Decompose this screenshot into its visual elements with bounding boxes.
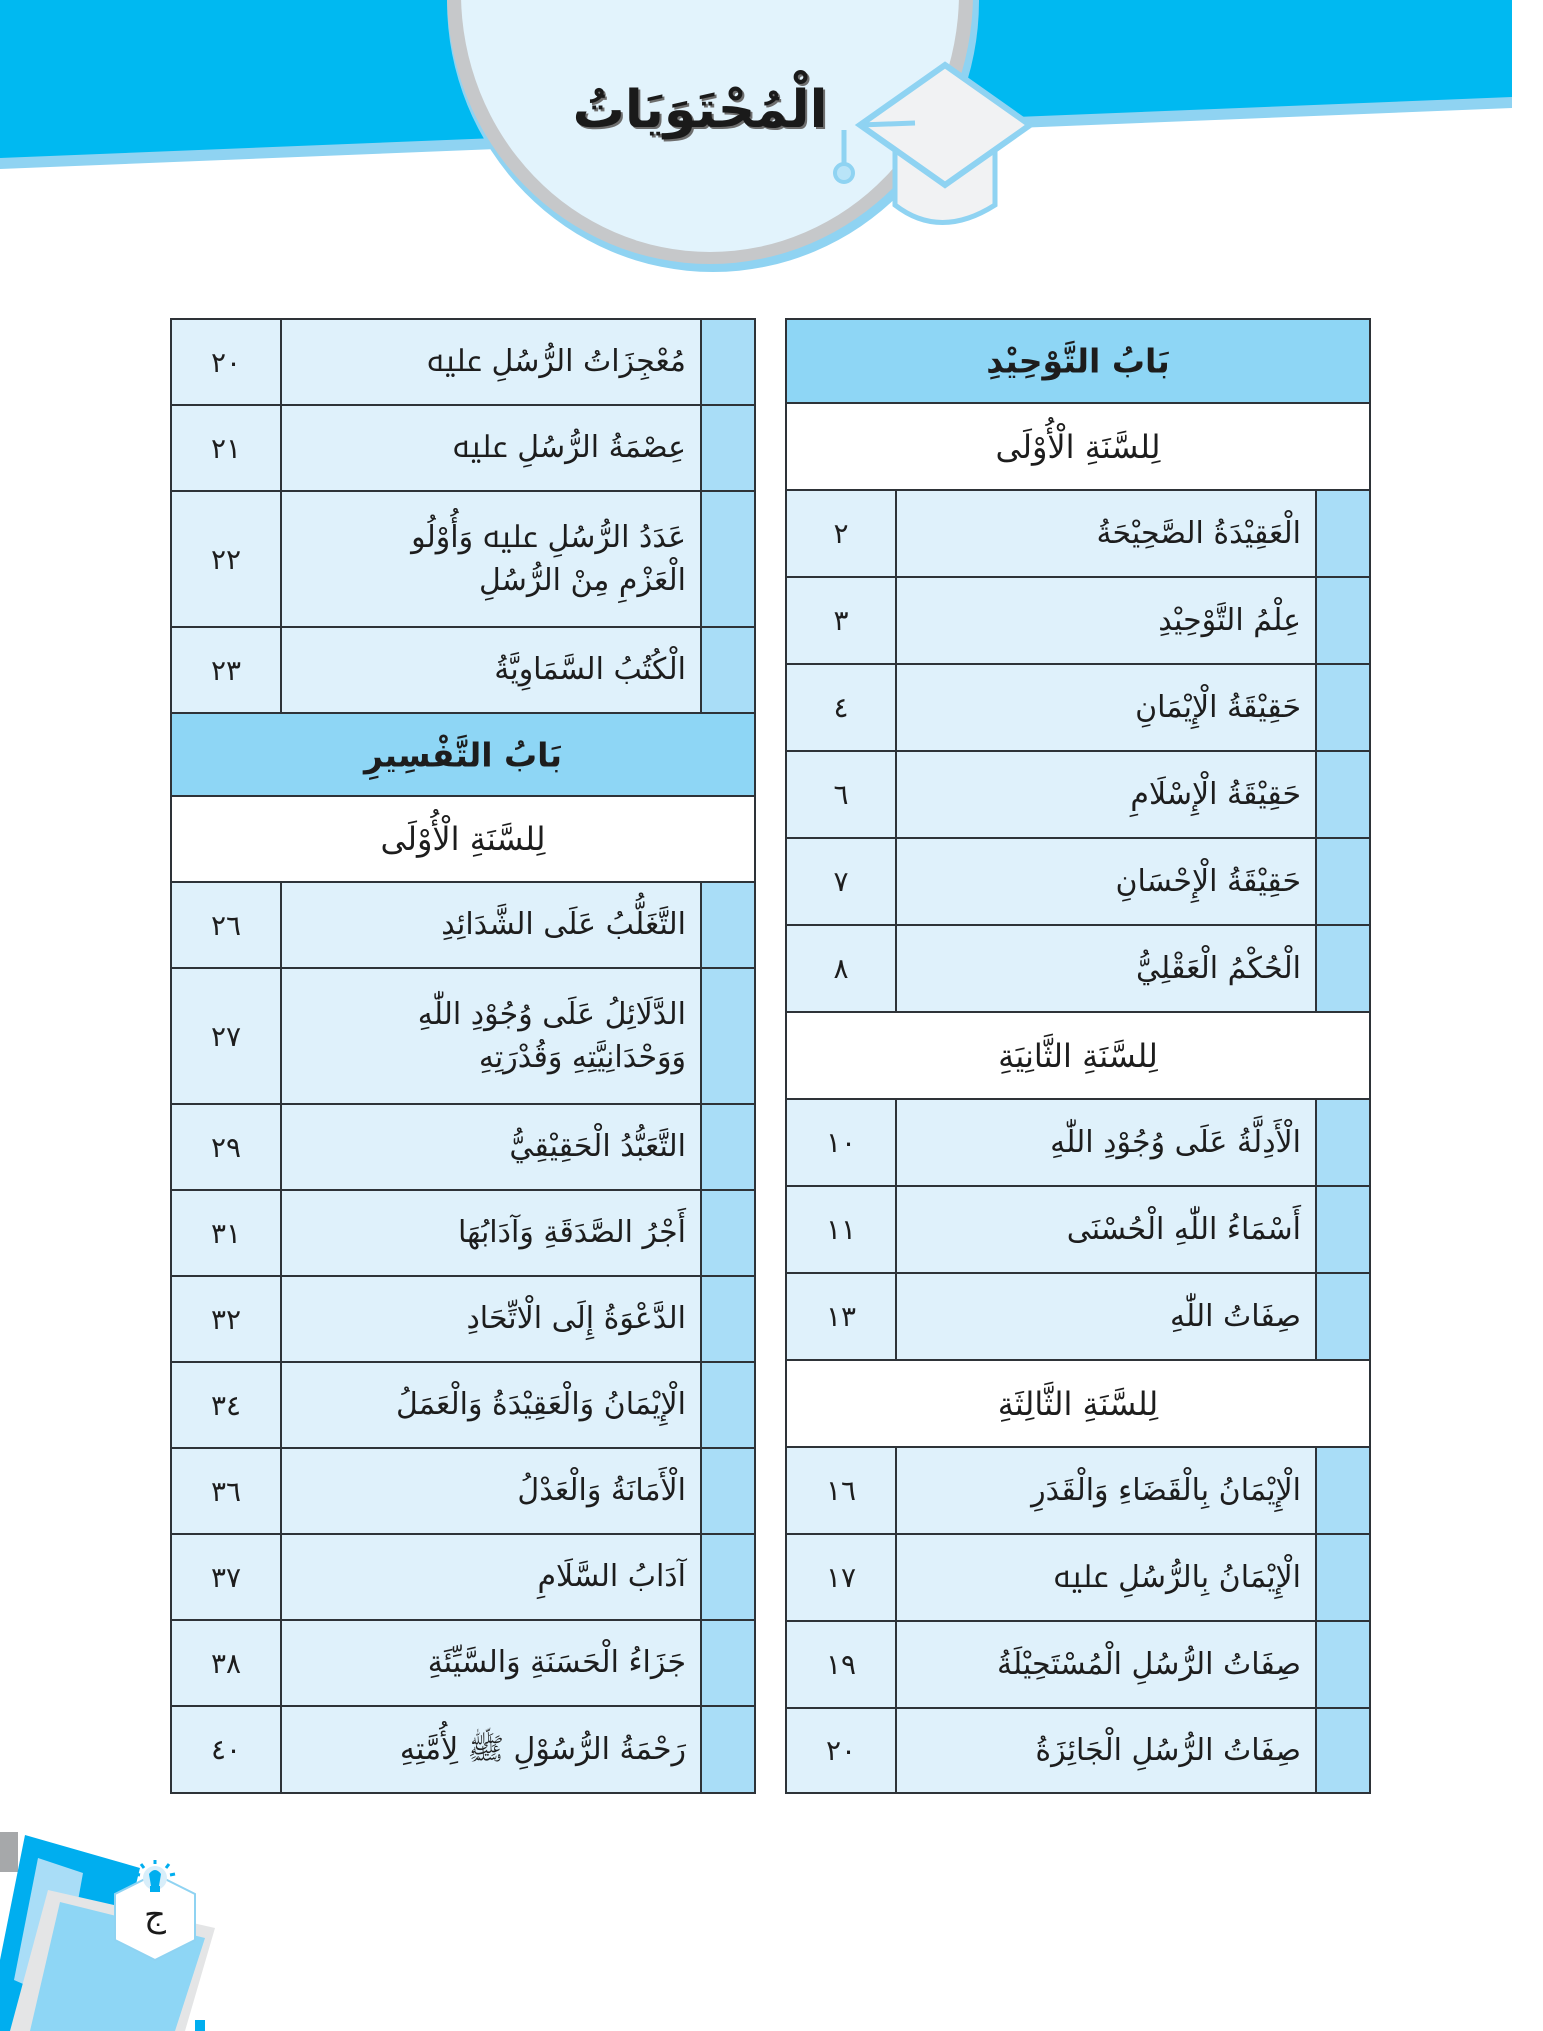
toc-entry-page: ٢٠ (787, 1709, 897, 1792)
toc-entry-title: رَحْمَةُ الرُّسُوْلِ ﷺ لِأُمَّتِهِ (399, 1731, 686, 1767)
toc-entry[interactable] (172, 492, 754, 628)
year-subheading-text: لِلسَّنَةِ الثَّانِيَةِ (998, 1036, 1158, 1075)
toc-entry-page: ٣٦ (172, 1449, 282, 1533)
toc-entry-title: الْأَمَانَةُ وَالْعَدْلُ (517, 1473, 686, 1509)
toc-entry[interactable] (787, 752, 1369, 839)
toc-entry[interactable] (787, 578, 1369, 665)
row-marker-strip (1315, 926, 1369, 1011)
toc-entry-page: ٢٦ (172, 883, 282, 967)
toc-entry-page: ٢٧ (172, 969, 282, 1103)
section-heading-text: بَابُ التَّفْسِيرِ (364, 735, 562, 774)
row-marker-strip (700, 1449, 754, 1533)
toc-entry-title: الْحُكْمُ الْعَقْلِيُّ (1136, 950, 1301, 986)
toc-entry[interactable] (787, 1709, 1369, 1792)
toc-entry-page: ٦ (787, 752, 897, 837)
toc-entry-page: ٢ (787, 491, 897, 576)
toc-entry-title: عِصْمَةُ الرُّسُلِ ﷷ (452, 430, 686, 466)
page-title: الْمُحْتَوَيَاتُ (572, 80, 828, 140)
toc-entry[interactable] (787, 1622, 1369, 1709)
page-number: ج (144, 1895, 166, 1935)
toc-entry-title: حَقِيْقَةُ الْإِسْلَامِ (1130, 776, 1301, 812)
toc-entry[interactable] (172, 628, 754, 714)
row-marker-strip (700, 628, 754, 712)
toc-entry-title: الدَّلَائِلُ عَلَى وُجُوْدِ اللّٰهِ وَوَحْدَانِيَّتِهِ وَقُدْرَتِهِ (417, 996, 686, 1075)
toc-entry-page: ١٧ (787, 1535, 897, 1620)
toc-entry-title: صِفَاتُ اللّٰهِ (1169, 1298, 1301, 1334)
toc-entry-title: أَسْمَاءُ اللّٰهِ الْحُسْنَى (1066, 1211, 1301, 1247)
toc-entry-page: ٣٢ (172, 1277, 282, 1361)
toc-entry-title: الْإِيْمَانُ وَالْعَقِيْدَةُ وَالْعَمَلُ (395, 1387, 686, 1423)
row-marker-strip (700, 969, 754, 1103)
row-marker-strip (700, 1621, 754, 1705)
toc-entry-title: أَجْرُ الصَّدَقَةِ وَآدَابُهَا (457, 1215, 686, 1251)
toc-entry-page: ١١ (787, 1187, 897, 1272)
toc-entry[interactable] (172, 883, 754, 969)
toc-entry[interactable] (172, 406, 754, 492)
toc-entry[interactable] (787, 1448, 1369, 1535)
row-marker-strip (700, 320, 754, 404)
row-marker-strip (700, 883, 754, 967)
year-subheading (787, 404, 1369, 491)
year-subheading (172, 797, 754, 883)
toc-entry-title: حَقِيْقَةُ الْإِحْسَانِ (1115, 863, 1301, 899)
row-marker-strip (1315, 578, 1369, 663)
section-heading (787, 320, 1369, 404)
toc-entry-page: ٤٠ (172, 1707, 282, 1792)
year-subheading-text: لِلسَّنَةِ الثَّالِثَةِ (997, 1384, 1159, 1423)
row-marker-strip (1315, 1187, 1369, 1272)
toc-entry[interactable] (787, 1187, 1369, 1274)
toc-entry-page: ١٦ (787, 1448, 897, 1533)
toc-entry[interactable] (172, 969, 754, 1105)
toc-entry[interactable] (787, 1100, 1369, 1187)
row-marker-strip (1315, 1709, 1369, 1792)
toc-entry-page: ٣٧ (172, 1535, 282, 1619)
toc-entry-page: ١٠ (787, 1100, 897, 1185)
year-subheading (787, 1361, 1369, 1448)
toc-entry[interactable] (172, 1707, 754, 1792)
toc-entry[interactable] (787, 1274, 1369, 1361)
toc-entry-title: التَّعَبُّدُ الْحَقِيْقِيُّ (509, 1129, 686, 1165)
toc-entry[interactable] (787, 665, 1369, 752)
row-marker-strip (700, 1105, 754, 1189)
toc-entry[interactable] (172, 1105, 754, 1191)
section-heading (172, 714, 754, 797)
row-marker-strip (700, 492, 754, 626)
toc-entry[interactable] (172, 1621, 754, 1707)
toc-entry[interactable] (172, 1363, 754, 1449)
toc-entry-page: ١٩ (787, 1622, 897, 1707)
toc-entry-page: ٧ (787, 839, 897, 924)
toc-entry[interactable] (172, 1449, 754, 1535)
toc-entry-page: ٣ (787, 578, 897, 663)
toc-entry-page: ٢٩ (172, 1105, 282, 1189)
toc-entry-page: ٣٨ (172, 1621, 282, 1705)
toc-entry-title: صِفَاتُ الرُّسُلِ الْجَائِزَةُ (1035, 1732, 1301, 1768)
year-subheading (787, 1013, 1369, 1100)
toc-entry-title: التَّغَلُّبُ عَلَى الشَّدَائِدِ (441, 907, 686, 943)
toc-entry-page: ٨ (787, 926, 897, 1011)
row-marker-strip (1315, 752, 1369, 837)
toc-entry-title: جَزَاءُ الْحَسَنَةِ وَالسَّيِّئَةِ (427, 1645, 686, 1681)
toc-entry-title: الدَّعْوَةُ إِلَى الْاتِّحَادِ (466, 1301, 686, 1337)
row-marker-strip (1315, 491, 1369, 576)
toc-entry-title: عَدَدُ الرُّسُلِ ﷷ وَأُوْلُو الْعَزْمِ مِنْ الرُّسُلِ (411, 519, 686, 598)
row-marker-strip (1315, 1274, 1369, 1359)
toc-entry-page: ٢٢ (172, 492, 282, 626)
toc-entry[interactable] (172, 1191, 754, 1277)
toc-entry-page: ٢٣ (172, 628, 282, 712)
row-marker-strip (1315, 1622, 1369, 1707)
toc-entry-page: ٢١ (172, 406, 282, 490)
toc-entry-page: ٢٠ (172, 320, 282, 404)
toc-entry-title: الْعَقِيْدَةُ الصَّحِيْحَةُ (1096, 515, 1301, 551)
row-marker-strip (700, 1277, 754, 1361)
row-marker-strip (1315, 839, 1369, 924)
toc-entry-page: ١٣ (787, 1274, 897, 1359)
toc-entry-title: الْإِيْمَانُ بِالْقَضَاءِ وَالْقَدَرِ (1031, 1472, 1301, 1508)
toc-entry-title: مُعْجِزَاتُ الرُّسُلِ ﷷ (426, 344, 686, 380)
toc-entry[interactable] (172, 1277, 754, 1363)
toc-entry-title: حَقِيْقَةُ الْإِيْمَانِ (1135, 689, 1301, 725)
toc-table-tafsir (170, 318, 756, 1794)
toc-entry[interactable] (787, 1535, 1369, 1622)
row-marker-strip (1315, 1448, 1369, 1533)
toc-entry[interactable] (787, 926, 1369, 1013)
year-subheading-text: لِلسَّنَةِ الْأُوْلَى (995, 427, 1161, 466)
toc-entry[interactable] (172, 1535, 754, 1621)
toc-entry-title: عِلْمُ التَّوْحِيْدِ (1158, 602, 1301, 638)
row-marker-strip (700, 1191, 754, 1275)
section-heading-text: بَابُ التَّوْحِيْدِ (986, 341, 1170, 381)
toc-entry-title: الْأَدِلَّةُ عَلَى وُجُوْدِ اللّٰهِ (1050, 1124, 1301, 1160)
toc-entry[interactable] (172, 320, 754, 406)
toc-entry[interactable] (787, 839, 1369, 926)
toc-entry-page: ٣١ (172, 1191, 282, 1275)
toc-entry[interactable] (787, 491, 1369, 578)
row-marker-strip (700, 1535, 754, 1619)
toc-entry-title: آدَابُ السَّلَامِ (537, 1559, 686, 1595)
year-subheading-text: لِلسَّنَةِ الْأُوْلَى (380, 820, 546, 858)
graduation-cap-icon (830, 55, 1050, 235)
toc-entry-title: الْكُتُبُ السَّمَاوِيَّةُ (494, 652, 686, 688)
row-marker-strip (1315, 1100, 1369, 1185)
toc-entry-title: صِفَاتُ الرُّسُلِ الْمُسْتَحِيْلَةُ (996, 1646, 1301, 1682)
row-marker-strip (700, 1707, 754, 1792)
row-marker-strip (1315, 1535, 1369, 1620)
toc-entry-page: ٣٤ (172, 1363, 282, 1447)
row-marker-strip (700, 406, 754, 490)
row-marker-strip (1315, 665, 1369, 750)
row-marker-strip (700, 1363, 754, 1447)
toc-entry-title: الْإِيْمَانُ بِالرُّسُلِ ﷷ (1053, 1559, 1301, 1595)
toc-entry-page: ٤ (787, 665, 897, 750)
toc-table-tawhid (785, 318, 1371, 1794)
